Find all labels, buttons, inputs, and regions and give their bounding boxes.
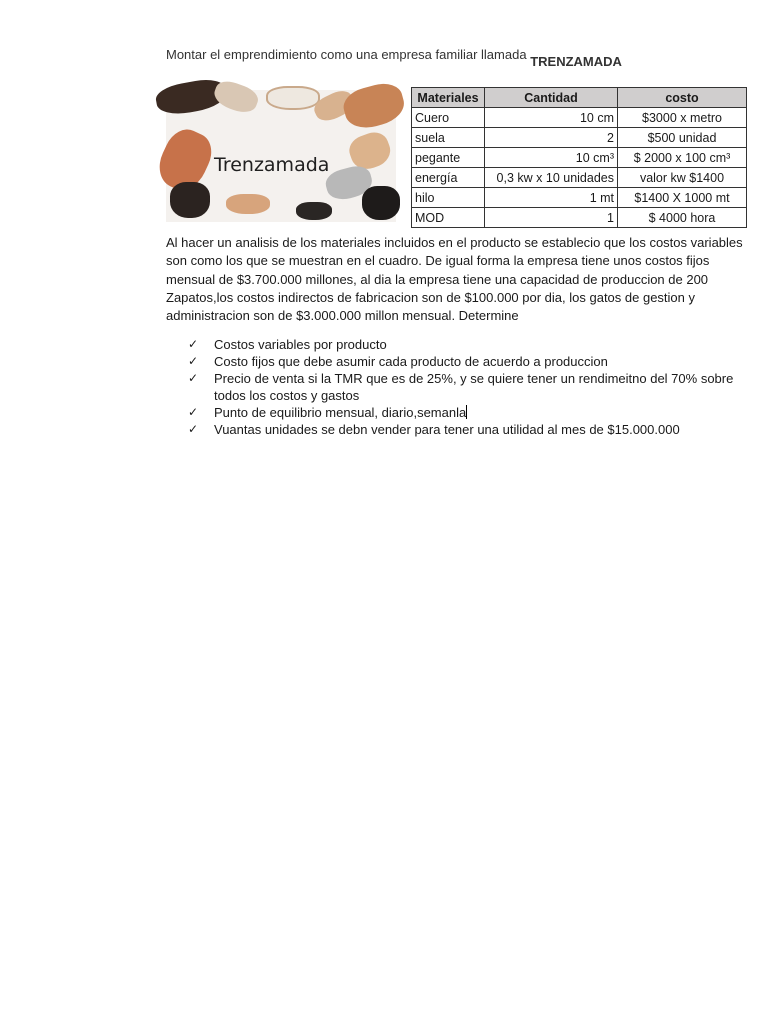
table-row: [412, 108, 747, 128]
task-checklist: [188, 336, 748, 438]
cell-costo: $500 unidad: [618, 128, 747, 148]
table-row: [412, 168, 747, 188]
cell-material: MOD: [412, 208, 485, 228]
cell-material: hilo: [412, 188, 485, 208]
cut-off-bold-text: TRENZAMADA: [530, 54, 622, 69]
cell-costo: $ 2000 x 100 cm³: [618, 148, 747, 168]
cell-costo: valor kw $1400: [618, 168, 747, 188]
list-item: [188, 353, 748, 370]
cell-costo: $3000 x metro: [618, 108, 747, 128]
list-item: [188, 421, 748, 438]
list-item-text: Costo fijos que debe asumir cada producto de acuerdo a produccion: [214, 354, 608, 369]
table-row: [412, 128, 747, 148]
sandal-shape: [211, 77, 261, 116]
list-item-text: Vuantas unidades se debn vender para tener una utilidad al mes de $15.000.000: [214, 422, 680, 437]
checkmark-icon: ✓: [188, 337, 199, 351]
list-item-text: Punto de equilibrio mensual, diario,semanla: [214, 405, 467, 420]
sandals-photo: [166, 90, 396, 222]
list-item-text: Costos variables por producto: [214, 337, 387, 352]
checkmark-icon: ✓: [188, 371, 199, 385]
cell-material: suela: [412, 128, 485, 148]
cell-cantidad: 10 cm: [485, 108, 618, 128]
header-cantidad: Cantidad: [485, 88, 618, 108]
sandal-shape: [266, 86, 320, 110]
sandal-shape: [170, 182, 210, 218]
cell-costo: $1400 X 1000 mt: [618, 188, 747, 208]
header-materiales: Materiales: [412, 88, 485, 108]
cell-material: energía: [412, 168, 485, 188]
list-item: [188, 404, 748, 421]
table-row: [412, 148, 747, 168]
problem-paragraph: Al hacer un analisis de los materiales incluidos en el producto se establecio que los costos variables son como los que se muestran en el cuadro. De igual forma la empresa tiene unos costos fijos mensual de $3.700.000 millones, al dia la empresa tiene una capacidad de produccion de 200 Zapatos,los costos indirectos de fabricacion son de $100.000 por dia, los gatos de gestion y administracion son de $3.000.000 millon mensual. Determine: [166, 235, 743, 324]
sandal-shape: [362, 186, 400, 220]
sandal-shape: [296, 202, 332, 220]
text-cursor[interactable]: [466, 405, 467, 419]
list-item-text: Precio de venta si la TMR que es de 25%, y se quiere tener un rendimeitno del 70% sobre todos los costos y gastos: [214, 371, 734, 403]
table-header-row: [412, 88, 747, 108]
header-costo: costo: [618, 88, 747, 108]
list-item: [188, 336, 748, 353]
cell-cantidad: 1 mt: [485, 188, 618, 208]
sandal-shape: [340, 79, 408, 133]
cell-cantidad: 10 cm³: [485, 148, 618, 168]
sandal-shape: [226, 194, 270, 214]
table-row: [412, 188, 747, 208]
cell-cantidad: 0,3 kw x 10 unidades: [485, 168, 618, 188]
table-row: [412, 208, 747, 228]
cell-cantidad: 2: [485, 128, 618, 148]
checkmark-icon: ✓: [188, 354, 199, 368]
cell-cantidad: 1: [485, 208, 618, 228]
list-item: [188, 370, 748, 404]
cut-off-text: Montar el emprendimiento como una empresa familiar llamada: [166, 47, 527, 62]
cell-costo: $ 4000 hora: [618, 208, 747, 228]
cell-material: Cuero: [412, 108, 485, 128]
materials-table: [411, 87, 747, 228]
checkmark-icon: ✓: [188, 422, 199, 436]
image-logo-text: Trenzamada: [214, 154, 330, 176]
checkmark-icon: ✓: [188, 405, 199, 419]
cut-off-top-line: [166, 47, 636, 76]
cell-material: pegante: [412, 148, 485, 168]
